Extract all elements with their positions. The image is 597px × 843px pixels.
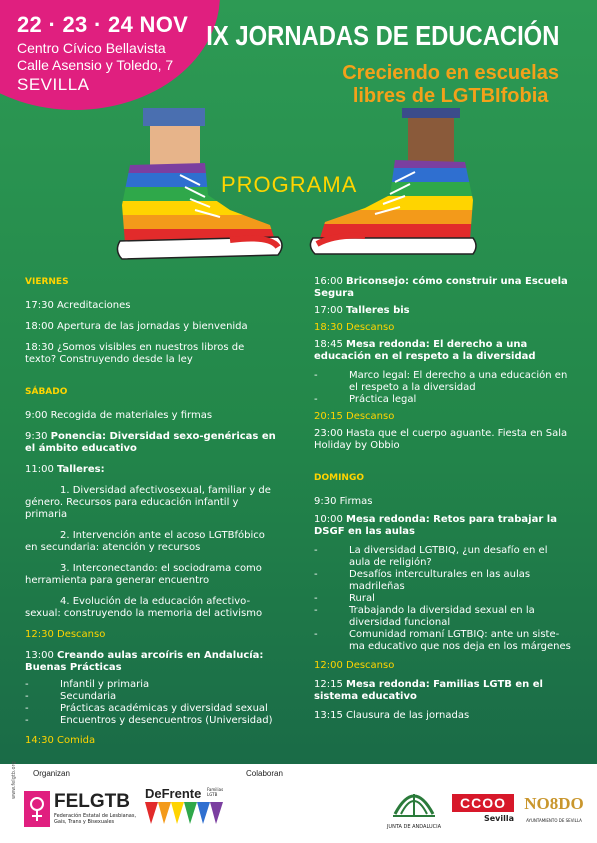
list-item: - Práctica legal <box>314 394 417 405</box>
page-title: IX JORNADAS DE EDUCACIÓN <box>205 20 559 51</box>
list-item: 18:30 ¿Somos visibles en nuestros libros de texto? Construyendo desde la ley <box>25 342 245 365</box>
rainbow-triangles-icon <box>145 802 223 824</box>
descanso: 18:30 Descanso <box>314 322 395 333</box>
ccoo-sub: Sevilla <box>483 814 514 823</box>
taller-item: 4. Evolución de la educación afectivo-sexual: construyendo la memoria del activismo <box>25 596 263 619</box>
taller-item: 1. Diversidad afectivosexual, familiar y de género. Recursos para educación infantil y primaria <box>25 485 271 520</box>
list-item: 23:00 Hasta que el cuerpo aguante. Fiesta en Sala Holiday by Obbio <box>314 428 568 451</box>
venue <box>17 40 173 74</box>
defrente-tag: Familias LGTB <box>207 787 224 797</box>
felgtb-name: FELGTB <box>54 791 130 812</box>
colaboran-label: Colaboran <box>246 769 283 778</box>
nodo-logo <box>522 794 586 830</box>
descanso: 20:15 Descanso <box>314 411 395 422</box>
day-header-viernes: VIERNES <box>25 277 69 287</box>
day-header-sabado: SÁBADO <box>25 387 68 397</box>
left-trouser <box>143 108 205 126</box>
descanso: 12:30 Descanso <box>25 629 106 640</box>
footer <box>0 761 597 843</box>
list-item: 13:15 Clausura de las jornadas <box>314 710 470 721</box>
subtitle-line2: libres de LGTBIfobia <box>352 85 549 107</box>
list-item: 18:00 Apertura de las jornadas y bienvenida <box>25 321 248 332</box>
right-sneaker-icon <box>305 150 485 260</box>
list-item: 11:00 Talleres: <box>25 464 105 475</box>
event-dates: 22 · 23 · 24 NOV <box>17 12 189 37</box>
list-item: - Marco legal: El derecho a una educación en el respeto a la diversidad <box>314 370 568 393</box>
list-item: 16:00 Briconsejo: cómo construir una Escuela Segura <box>314 276 568 299</box>
venue-line1: Centro Cívico Bellavista <box>17 40 166 56</box>
list-item: - Secundaria <box>25 691 117 702</box>
ccoo-name: CCOO <box>452 794 514 812</box>
list-item: - Trabajando la diversidad sexual en la diversidad funcional <box>314 605 535 628</box>
defrente-name: DeFrente <box>145 786 202 801</box>
comida: 14:30 Comida <box>25 735 96 746</box>
list-item: - Prácticas académicas y diversidad sexual <box>25 703 268 714</box>
taller-item: 2. Intervención ante el acoso LGTBfóbico en secundaria: atención y recursos <box>25 530 265 553</box>
ccoo-logo <box>452 794 514 830</box>
taller-item: 3. Interconectando: el sociodrama como herramienta para generar encuentro <box>25 563 262 586</box>
list-item: 9:30 Ponencia: Diversidad sexo-genéricas en el ámbito educativo <box>25 431 276 454</box>
list-item: - La diversidad LGTBIQ, ¿un desafío en el aula de religión? <box>314 545 548 568</box>
subtitle <box>342 62 559 108</box>
right-trouser <box>402 108 460 118</box>
list-item: 17:30 Acreditaciones <box>25 300 131 311</box>
list-item: 10:00 Mesa redonda: Retos para trabajar la DSGF en las aulas <box>314 514 557 537</box>
day-header-domingo: DOMINGO <box>314 473 364 483</box>
list-item: 9:00 Recogida de materiales y firmas <box>25 410 213 421</box>
organizan-label: Organizan <box>33 769 70 778</box>
list-item: - Encuentros y desencuentros (Universidad) <box>25 715 273 726</box>
nodo-name: NO8DO <box>524 794 584 813</box>
list-item: 18:45 Mesa redonda: El derecho a una educación en el respeto a la diversidad <box>314 339 536 362</box>
defrente-logo <box>145 786 225 831</box>
felgtb-url: www.felgtb.org <box>11 761 17 799</box>
felgtb-sub1: Federación Estatal de Lesbianas, <box>54 813 137 819</box>
felgtb-symbol-icon <box>24 791 50 827</box>
subtitle-line1: Creciendo en escuelas <box>342 62 559 84</box>
right-column <box>314 276 572 731</box>
junta-emblem-icon <box>385 784 443 820</box>
city: SEVILLA <box>17 75 90 94</box>
list-item: 17:00 Talleres bis <box>314 305 410 316</box>
list-item: - Rural <box>314 593 375 604</box>
programa-heading: PROGRAMA <box>221 172 358 197</box>
list-item: 9:30 Firmas <box>314 496 373 507</box>
junta-name: JUNTA DE ANDALUCIA <box>386 824 442 830</box>
felgtb-sub2: Gais, Trans y Bisexuales <box>54 819 115 825</box>
list-item: 13:00 Creando aulas arcoíris en Andalucía: Buenas Prácticas <box>25 650 264 673</box>
venue-line2: Calle Asensio y Toledo, 7 <box>17 57 174 73</box>
list-item: - Infantil y primaria <box>25 679 150 690</box>
list-item: 12:15 Mesa redonda: Familias LGTB en el sistema educativo <box>314 679 543 702</box>
junta-andalucia-logo <box>385 784 443 834</box>
list-item: - Desafíos interculturales en las aulas madrileñas <box>314 569 531 592</box>
descanso: 12:00 Descanso <box>314 660 395 671</box>
nodo-sub: AYUNTAMIENTO DE SEVILLA <box>526 818 582 823</box>
list-item: - Comunidad romaní LGTBIQ: ante un siste-ma educativo que nos deja en los márgenes <box>314 629 571 652</box>
left-column <box>25 276 277 756</box>
